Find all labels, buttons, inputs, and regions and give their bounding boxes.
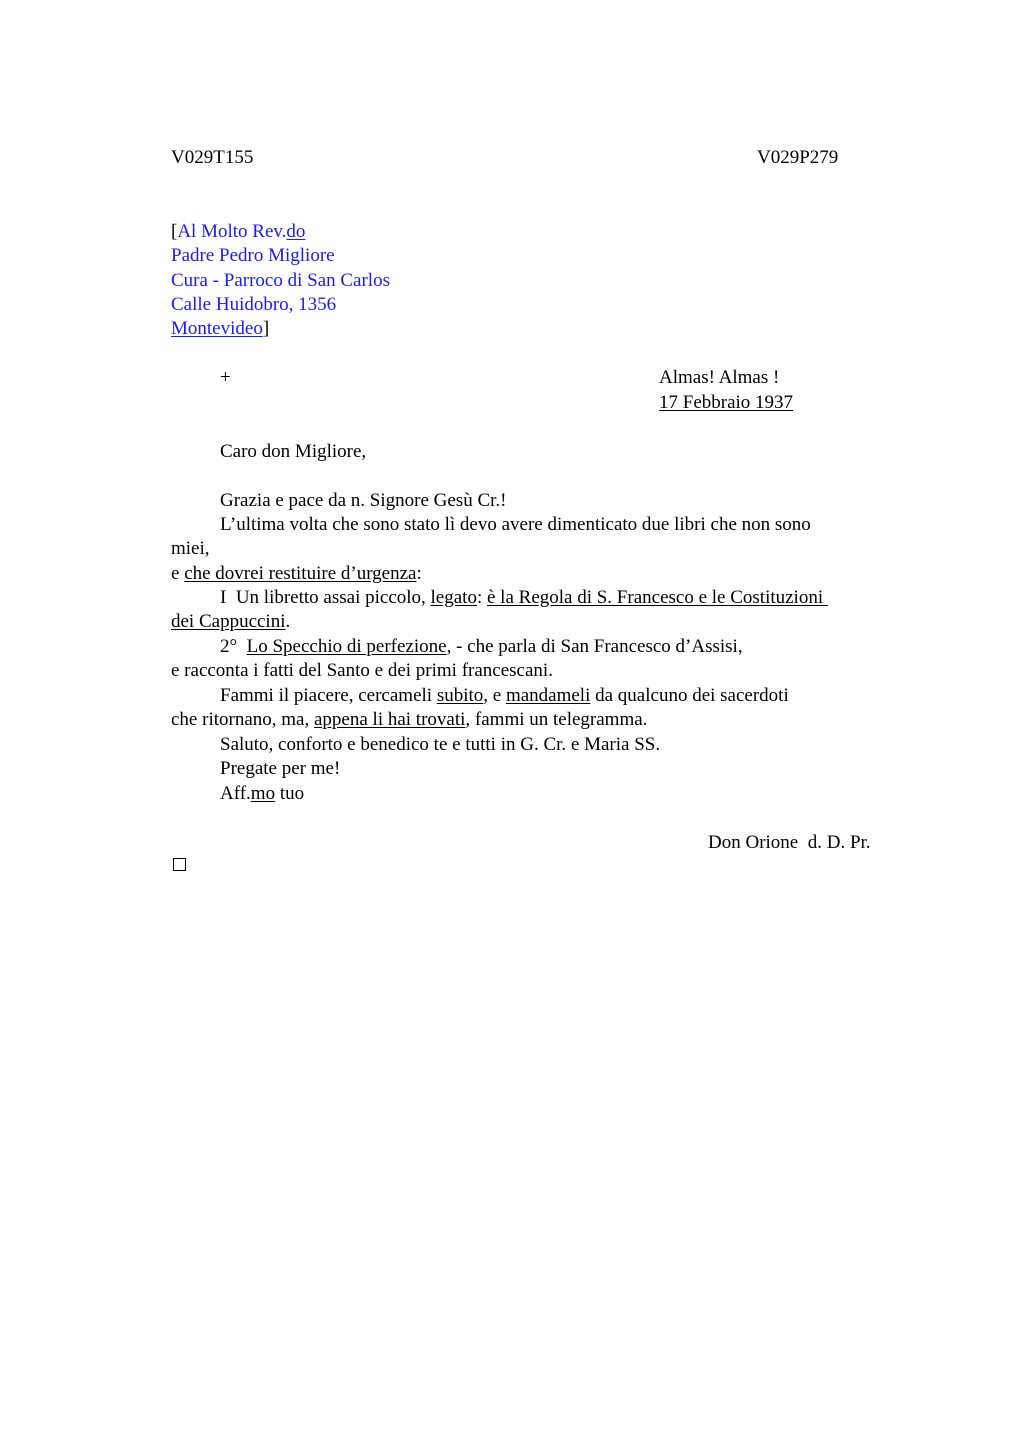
bracket-close: ] [262, 318, 270, 339]
address-city-line [171, 317, 269, 341]
address-street: Calle Huidobro, 1356 [171, 294, 337, 315]
end-marker-square-icon [173, 858, 186, 871]
bracket-open: [ [171, 221, 178, 242]
motto: Almas! Almas ! [659, 367, 780, 388]
address-name: Padre Pedro Migliore [171, 245, 335, 266]
address-role: Cura - Parroco di San Carlos [171, 270, 390, 291]
address-title: Al Molto Rev. [177, 221, 287, 242]
document-code-right: V029P279 [757, 147, 839, 168]
closing: Aff.mo tuo [220, 783, 305, 804]
document-code-left: V029T155 [171, 147, 254, 168]
salutation: Caro don Migliore, [220, 441, 367, 462]
letter-date: 17 Febbraio 1937 [659, 392, 794, 413]
signature: Don Orione d. D. Pr. [708, 832, 871, 853]
body-line-11: Saluto, conforto e benedico te e tutti in G. Cr. e Maria SS. [220, 734, 661, 755]
body-line-12: Pregate per me! [220, 758, 341, 779]
address-city: Montevideo [171, 318, 263, 339]
body-line-4: e che dovrei restituire d’urgenza: [171, 563, 422, 584]
body-line-1: Grazia e pace da n. Signore Gesù Cr.! [220, 490, 507, 511]
body-line-3: miei, [171, 538, 210, 559]
cross-symbol: + [220, 367, 231, 388]
body-line-7: 2° Lo Specchio di perfezione, - che parla di San Francesco d’Assisi, [220, 636, 743, 657]
body-line-10: che ritornano, ma, appena li hai trovati, fammi un telegramma. [171, 709, 648, 730]
body-line-6: dei Cappuccini. [171, 611, 291, 632]
body-line-8: e racconta i fatti del Santo e dei primi francescani. [171, 660, 553, 681]
body-line-2: L’ultima volta che sono stato lì devo avere dimenticato due libri che non sono [220, 514, 811, 535]
body-line-5: I Un libretto assai piccolo, legato: è la Regola di S. Francesco e le Costituzioni [220, 587, 828, 608]
address-title-superscript: do [286, 221, 306, 242]
address-line-1 [171, 220, 305, 244]
body-line-9: Fammi il piacere, cercameli subito, e mandameli da qualcuno dei sacerdoti [220, 685, 789, 706]
